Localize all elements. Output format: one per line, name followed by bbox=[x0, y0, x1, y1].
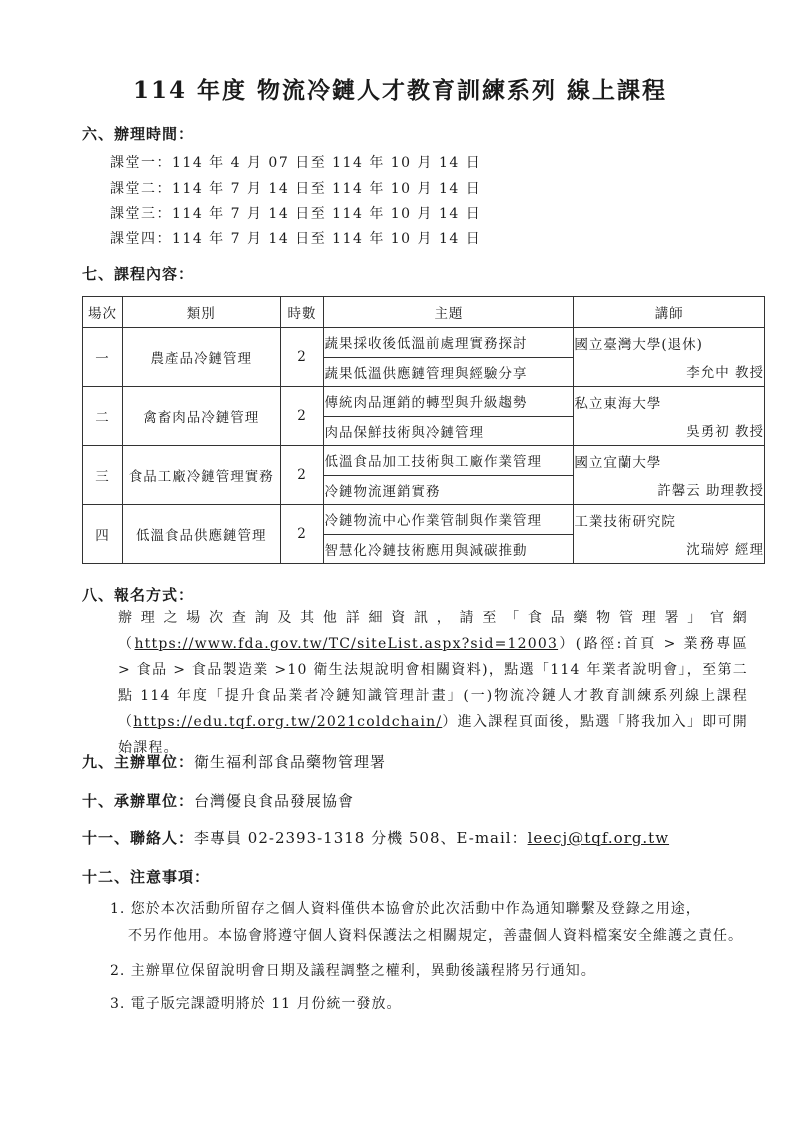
page-title: 114 年度 物流冷鏈人才教育訓練系列 線上課程 bbox=[132, 77, 668, 104]
hours-cell: 2 bbox=[280, 387, 324, 446]
section-7-heading: 七、課程內容： bbox=[82, 265, 195, 283]
section-9-label: 九、主辦單位： bbox=[82, 753, 195, 771]
registration-text-1: 辦理之場次查詢及其他詳細資訊，請至「食品藥物管理署」官網（ bbox=[118, 610, 748, 652]
instructor-cell bbox=[574, 446, 765, 505]
note-item: 1. 您於本次活動所留存之個人資料僅供本協會於此次活動中作為通知聯繫及登錄之用途， bbox=[110, 901, 701, 917]
topic-cell: 蔬果採收後低溫前處理實務探討 bbox=[324, 328, 574, 358]
category-cell: 低溫食品供應鏈管理 bbox=[122, 505, 280, 564]
section-6-heading: 六、辦理時間： bbox=[82, 125, 195, 143]
instructor-org: 國立宜蘭大學 bbox=[574, 455, 662, 471]
hours-cell: 2 bbox=[280, 505, 324, 564]
table-row bbox=[83, 387, 765, 417]
topic-cell: 肉品保鮮技術與冷鏈管理 bbox=[324, 416, 574, 446]
instructor-cell bbox=[574, 328, 765, 387]
section-11-value: 李專員 02-2393-1318 分機 508、E-mail： bbox=[194, 829, 528, 847]
session-cell: 四 bbox=[83, 505, 123, 564]
session-cell: 三 bbox=[83, 446, 123, 505]
table-row bbox=[83, 505, 765, 535]
instructor-org: 工業技術研究院 bbox=[574, 514, 676, 530]
topic-cell: 冷鏈物流中心作業管制與作業管理 bbox=[324, 505, 574, 535]
category-cell: 食品工廠冷鏈管理實務 bbox=[122, 446, 280, 505]
header-hours: 時數 bbox=[280, 297, 324, 328]
course-link[interactable]: https://edu.tqf.org.tw/2021coldchain/ bbox=[133, 714, 443, 730]
instructor-org: 國立臺灣大學(退休) bbox=[574, 337, 703, 353]
schedule-item: 課堂四：114 年 7 月 14 日至 114 年 10 月 14 日 bbox=[110, 231, 482, 247]
session-cell: 二 bbox=[83, 387, 123, 446]
registration-text-2: ）(路徑:首頁 > 業務專區 > 食品 > 食品製造業 >10 衛生法規說明會相關資料)，點選「114 年業者說明會」，至第二點 114 年度「提升食品業者冷鏈知識管理計畫」(一)物流冷鏈人才教育訓練系列線上課程（ bbox=[118, 636, 749, 730]
instructor-cell bbox=[574, 505, 765, 564]
instructor-name: 李允中 教授 bbox=[686, 365, 764, 381]
schedule-item: 課堂二：114 年 7 月 14 日至 114 年 10 月 14 日 bbox=[110, 181, 482, 197]
note-item: 2. 主辦單位保留說明會日期及議程調整之權利，異動後議程將另行通知。 bbox=[110, 963, 596, 979]
section-10-label: 十、承辦單位： bbox=[82, 792, 195, 810]
header-instructor: 講師 bbox=[574, 297, 765, 328]
category-cell: 禽畜肉品冷鏈管理 bbox=[122, 387, 280, 446]
instructor-name: 沈瑞婷 經理 bbox=[686, 542, 764, 558]
header-session: 場次 bbox=[83, 297, 123, 328]
session-cell: 一 bbox=[83, 328, 123, 387]
instructor-name: 許馨云 助理教授 bbox=[657, 483, 764, 499]
topic-cell: 智慧化冷鏈技術應用與減碳推動 bbox=[324, 534, 574, 564]
course-table bbox=[82, 296, 765, 564]
section-10-value: 台灣優良食品發展協會 bbox=[194, 792, 355, 810]
hours-cell: 2 bbox=[280, 446, 324, 505]
registration-paragraph bbox=[118, 605, 748, 761]
note-item: 3. 電子版完課證明將於 11 月份統一發放。 bbox=[110, 996, 402, 1012]
section-11-label: 十一、聯絡人： bbox=[82, 829, 195, 847]
header-topic: 主題 bbox=[324, 297, 574, 328]
table-row bbox=[83, 446, 765, 476]
section-9 bbox=[82, 751, 386, 772]
instructor-org: 私立東海大學 bbox=[574, 396, 662, 412]
note-item-continued: 不另作他用。本協會將遵守個人資料保護法之相關規定，善盡個人資料檔案安全維護之責任。 bbox=[128, 928, 743, 944]
section-12-heading: 十二、注意事項： bbox=[82, 868, 211, 886]
fda-link[interactable]: https://www.fda.gov.tw/TC/siteList.aspx?sid=12003 bbox=[134, 636, 559, 652]
section-9-value: 衛生福利部食品藥物管理署 bbox=[194, 753, 387, 771]
topic-cell: 蔬果低溫供應鏈管理與經驗分享 bbox=[324, 357, 574, 387]
schedule-item: 課堂一：114 年 4 月 07 日至 114 年 10 月 14 日 bbox=[110, 155, 482, 171]
category-cell: 農產品冷鏈管理 bbox=[122, 328, 280, 387]
table-header-row bbox=[83, 297, 765, 328]
hours-cell: 2 bbox=[280, 328, 324, 387]
header-category: 類別 bbox=[122, 297, 280, 328]
section-11 bbox=[82, 827, 669, 848]
instructor-cell bbox=[574, 387, 765, 446]
topic-cell: 低溫食品加工技術與工廠作業管理 bbox=[324, 446, 574, 476]
schedule-item: 課堂三：114 年 7 月 14 日至 114 年 10 月 14 日 bbox=[110, 206, 482, 222]
instructor-name: 吳勇初 教授 bbox=[686, 424, 764, 440]
topic-cell: 傳統肉品運銷的轉型與升級趨勢 bbox=[324, 387, 574, 417]
contact-email-link[interactable]: leecj@tqf.org.tw bbox=[527, 829, 670, 847]
registration-text-3: ）進入課程頁面後，點選「將我加入」即可開始課程。 bbox=[118, 714, 749, 756]
topic-cell: 冷鏈物流運銷實務 bbox=[324, 475, 574, 505]
section-8-heading: 八、報名方式： bbox=[82, 586, 195, 604]
section-10 bbox=[82, 790, 354, 811]
table-row bbox=[83, 328, 765, 358]
